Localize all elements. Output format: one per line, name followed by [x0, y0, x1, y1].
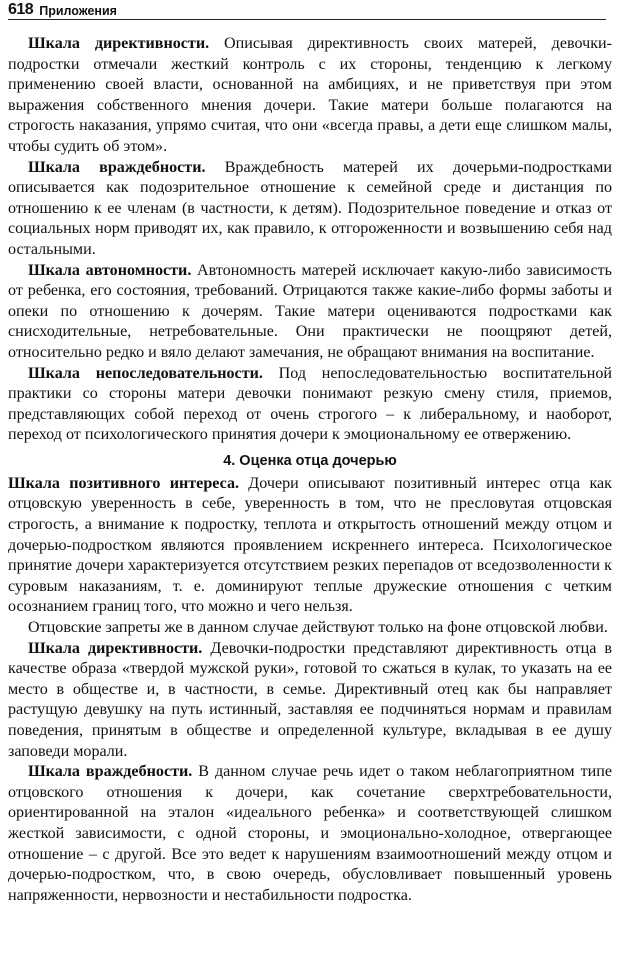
paragraph-mother-autonomy [8, 261, 612, 364]
paragraph-father-hostility [8, 762, 612, 906]
page-body [8, 34, 612, 906]
paragraph-mother-inconsistency [8, 364, 612, 446]
paragraph-text: Дочери описывают позитивный интерес отца как отцовскую уверенность в себе, уверенность в том, что не пресловутая отцовская строгость, а внимание к подростку, теплота и открытость отношений между отцом и дочерью-подростком являются проявлением искреннего интереса. Психологическое принятие дочери характеризуется отсутствием резких перепадов от вседозволенности к суровым наказаниям, т. е. доминируют теплые дружеские отношения с четким осознанием границ того, что можно и чего нельзя. [8, 474, 612, 616]
paragraph-term: Шкала автономности. [28, 261, 192, 279]
paragraph-term: Шкала враждебности. [28, 158, 206, 176]
paragraph-father-prohibitions [8, 618, 612, 639]
paragraph-text: Описывая директивность своих матерей, девочки-подростки отмечали жесткий контроль с их стороны, тенденцию к легкому применению своей власти, основанной на амбициях, и не приветствуя при этом выражения собственного мнения дочери. Такие матери больше полагаются на строгость наказания, упрямо считая, что они «всегда правы, а дети еще слишком малы, чтобы судить об этом». [8, 35, 613, 155]
section-heading: 4. Оценка отца дочерью [223, 452, 397, 469]
paragraph-term: Шкала директивности. [28, 639, 203, 657]
paragraph-father-directivity [8, 639, 612, 763]
paragraph-text: В данном случае речь идет о таком неблагоприятном типе отцовского отношения к дочери, как сочетание сверхтребовательности, ориентированной на эталон «идеального ребенка» и соответствующей слишком жесткой зависимости, с одной стороны, и эмоционально-холодное, отвергающее отношение – с другой. Все это ведет к нарушениям взаимоотношений между отцом и дочерью-подростком, что, в свою очередь, обусловливает повышенный уровень напряженности, нервозности и нестабильности подростка. [8, 763, 612, 904]
paragraph-term: Шкала враждебности. [28, 763, 193, 781]
paragraph-term: Шкала позитивного интереса. [8, 474, 240, 492]
paragraph-text: Под непоследовательностью воспитательной практики со стороны матери девочки понимают резкую смену стиля, приемов, представляющих собой переход от очень строгого – к либеральному, и наоборот, переход от психологического принятия дочери к эмоциональному ее отвержению. [8, 364, 612, 444]
page-number: 618 [8, 1, 34, 18]
paragraph-term: Шкала директивности. [28, 35, 210, 52]
paragraph-text: Девочки-подростки представляют директивность отца в качестве образа «твердой мужской руки», готовой то сжаться в кулак, то указать на ее место в обществе и, в частности, в семье. Директивный отец как бы направляет растущую девушку на путь истинный, заставляя ее подчиняться нормам и правилам поведения, принятым в обществе и определенной культуре, вкладывая в ее душу заповеди морали. [8, 639, 613, 760]
paragraph-mother-hostility [8, 158, 612, 261]
running-header [8, 0, 606, 20]
paragraph-term: Шкала непоследовательности. [28, 364, 263, 382]
paragraph-text: Автономность матерей исключает какую-либо зависимость от ребенка, его состояния, требований. Отрицаются также какие-либо формы заботы и опеки по отношению к дочерям. Такие матери оцениваются подростками как снисходительные, нетребовательные. Они практически не поощряют детей, относительно редко и вяло делают замечания, не обращают внимания на воспитание. [8, 261, 612, 361]
paragraph-text: Враждебность матерей их дочерьми-подростками описывается как подозрительное отношение к семейной среде и дистанция по отношению к ее членам (в частности, к детям). Подозрительное поведение и отказ от социальных норм приводят их, как правило, к отгороженности и возвышению себя над остальными. [8, 158, 612, 258]
section-title: Приложения [39, 4, 117, 18]
paragraph-text: Отцовские запреты же в данном случае действуют только на фоне отцовской любви. [28, 619, 608, 637]
paragraph-mother-directivity [8, 34, 612, 158]
paragraph-father-positive-interest [8, 474, 612, 618]
